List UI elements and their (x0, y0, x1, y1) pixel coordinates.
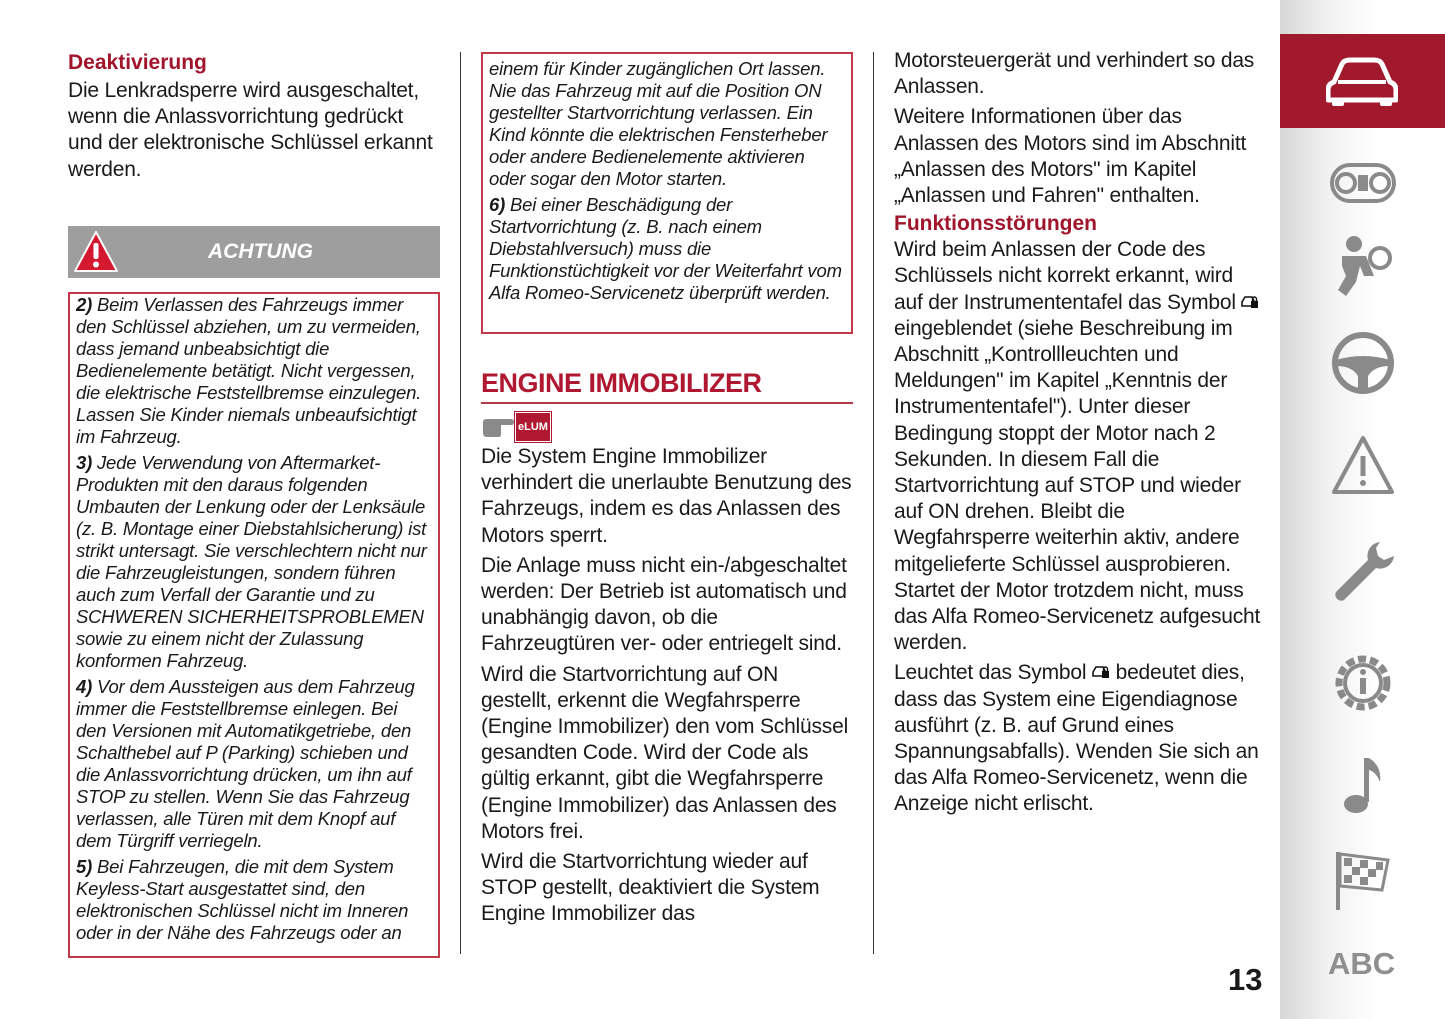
warning-triangle-icon (72, 228, 120, 276)
column-3 (894, 48, 1266, 818)
warning-number: 3) (76, 452, 93, 473)
car-icon (1326, 56, 1398, 108)
section-title: ENGINE IMMOBILIZER (481, 366, 853, 404)
paragraph: Wird die Startvorrichtung auf ON gestellt, erkennt die Wegfahrsperre (Engine Immobilizer) den vom Schlüssel gesandten Code. Wird der Code als gültig erkannt, gibt die Wegfahrsperre (Engine Immobilizer) das Anlassen des Motors frei. (481, 662, 849, 843)
achtung-banner (68, 226, 440, 278)
warning-text: Bei Fahrzeugen, die mit dem System Keyless-Start ausgestattet sind, den elektronischen Schlüssel nicht im Inneren oder in der Nähe des Fahrzeugs oder an (76, 856, 409, 943)
page-number: 13 (1228, 962, 1263, 997)
text-segment: bedeutet dies, dass das System eine Eigendiagnose ausführt (z. B. auf Grund eines Spannungsabfalls). Wenden Sie sich an das Alfa Romeo-Servicenetz, wenn die Anzeige nicht erlischt. (894, 661, 1259, 816)
paragraph: Weitere Informationen über das Anlassen des Motors sind im Abschnitt „Anlassen des Motors" im Kapitel „Anlassen und Fahren" enthalten. (894, 105, 1247, 208)
steering-wheel-icon[interactable] (1330, 330, 1396, 396)
warning-number: 2) (76, 294, 93, 315)
column-divider (460, 52, 461, 954)
heading-funktionsstoerungen: Funktionsstörungen (894, 212, 1097, 236)
warning-box-1 (68, 292, 440, 958)
instrument-panel-icon[interactable] (1330, 150, 1396, 216)
warning-2 (76, 294, 432, 448)
paragraph (894, 237, 1266, 656)
warning-number: 6) (489, 194, 506, 215)
chapter-sidebar (1280, 0, 1445, 1019)
text-segment: Wird beim Anlassen der Code des Schlüssels nicht korrekt erkannt, wird auf der Instrumententafel das Symbol (894, 238, 1242, 314)
warning-5 (76, 856, 432, 944)
music-note-icon[interactable] (1330, 752, 1396, 818)
car-key-icon (1241, 294, 1259, 310)
paragraph: Wird die Startvorrichtung wieder auf STOP gestellt, deaktiviert die System Engine Immobilizer das (481, 850, 820, 926)
warning-text: Beim Verlassen des Fahrzeugs immer den Schlüssel abziehen, um zu vermeiden, dass jemand unbeabsichtigt die Bedienelemente betätigt. Nicht vergessen, die elektrische Feststellbremse einzulegen. Lassen Sie Kinder niemals unbeaufsichtigt im Fahrzeug. (76, 294, 422, 447)
paragraph-deaktivierung: Die Lenkradsperre wird ausgeschaltet, wenn die Anlassvorrichtung gedrückt und der elektronische Schlüssel erkannt werden. (68, 79, 433, 181)
warning-text: Bei einer Beschädigung der Startvorrichtung (z. B. nach einem Diebstahlversuch) muss die Funktionstüchtigkeit vor der Weiterfahrt vom Alfa Romeo-Servicenetz überprüft werden. (489, 194, 842, 303)
text-segment: eingeblendet (siehe Beschreibung im Abschnitt „Kontrollleuchten und Meldungen" im Kapitel „Kenntnis der Instrumententafel"). Unter dieser Bedingung stoppt der Motor nach 2 Sekunden. In diesem Fall die Startvorrichtung auf STOP und wieder auf ON drehen. Bleibt die Wegfahrsperre weiterhin aktiv, andere mitgelieferte Schlüssel ausprobieren. Startet der Motor trotzdem nicht, muss das Alfa Romeo-Servicenetz aufgesucht werden. (894, 316, 1261, 655)
checkered-flag-icon[interactable] (1330, 848, 1396, 914)
sidebar-item-car-active[interactable] (1280, 34, 1445, 128)
column-2-text (481, 444, 853, 928)
warning-number: 4) (76, 676, 93, 697)
column-divider (873, 52, 874, 954)
sidebar-item-abc[interactable]: ABC (1328, 946, 1396, 981)
achtung-label: ACHTUNG (208, 240, 313, 263)
safety-airbag-icon[interactable] (1330, 232, 1396, 298)
pointing-hand-icon (481, 416, 515, 438)
warning-box-2 (481, 52, 853, 334)
warning-continued: einem für Kinder zugänglichen Ort lassen. Nie das Fahrzeug mit auf die Position ON gestellter Startvorrichtung verlassen. Ein Kind könnte die elektrischen Fensterheber oder andere Bedienelemente aktivieren oder sogar den Motor starten. (489, 58, 828, 189)
gear-info-icon[interactable] (1330, 650, 1396, 716)
paragraph: Die Anlage muss nicht ein-/abgeschaltet werden: Der Betrieb ist automatisch und unabhängig davon, ob die Fahrzeugtüren ver- oder entriegelt sind. (481, 553, 847, 656)
heading-deaktivierung: Deaktivierung (68, 51, 207, 74)
wrench-icon[interactable] (1330, 538, 1396, 604)
warning-text: Vor dem Aussteigen aus dem Fahrzeug immer die Feststellbremse einlegen. Bei den Versionen mit Automatikgetriebe, den Schalthebel auf P (Parking) schieben und die Anlassvorrichtung drücken, um ihn auf STOP zu stellen. Wenn Sie das Fahrzeug verlassen, alle Türen mit dem Knopf auf dem Türgriff verriegeln. (76, 676, 415, 851)
warning-number: 5) (76, 856, 93, 877)
paragraph: Die System Engine Immobilizer verhindert die unerlaubte Benutzung des Fahrzeugs, indem es das Anlassen des Motors sperrt. (481, 445, 852, 547)
warning-3 (76, 452, 432, 672)
paragraph: Motorsteuergerät und verhindert so das Anlassen. (894, 49, 1255, 99)
warning-text: Jede Verwendung von Aftermarket-Produkten mit den daraus folgenden Umbauten der Lenkung oder der Lenksäule (z. B. Montage einer Diebstahlsicherung) ist strikt untersagt. Sie verschlechtern nicht nur die Fahrzeugleistungen, sondern führen auch zum Verfall der Garantie und zu SCHWEREN SICHERHEITSPROBLEMEN sowie zu einem nicht der Zulassung konformen Fahrzeug. (76, 452, 427, 671)
equipment-markers (481, 412, 561, 442)
warning-6 (489, 194, 845, 304)
text-segment: Leuchtet das Symbol (894, 661, 1092, 685)
warning-4 (76, 676, 432, 852)
elum-badge: eLUM (515, 412, 551, 442)
paragraph (894, 660, 1266, 817)
car-key-icon (1092, 664, 1110, 680)
warning-triangle-icon[interactable] (1330, 432, 1396, 498)
